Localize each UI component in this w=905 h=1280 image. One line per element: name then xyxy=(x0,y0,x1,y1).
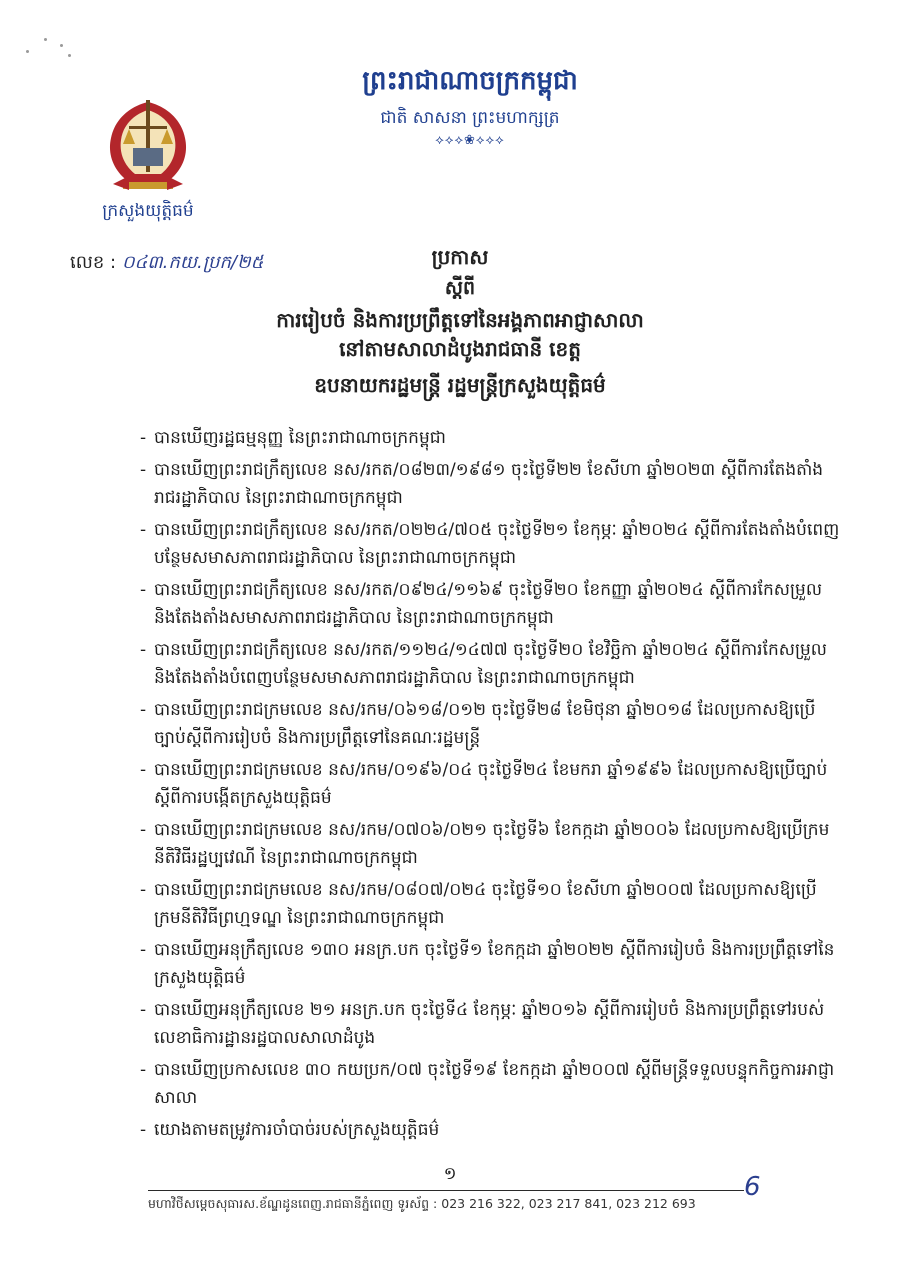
ministry-name: ក្រសួងយុត្តិធម៌ xyxy=(102,201,194,221)
list-item: - បានឃើញប្រកាសលេខ ៣០ កយប្រក/០៧ ចុះថ្ងៃទី១៩ ខែកក្កដា ឆ្នាំ២០០៧ ស្តីពីមន្ត្រីទទួលបន្ទុកកិច្ចការអាជ្ញាសាលា xyxy=(140,1056,840,1112)
footer-divider xyxy=(148,1190,744,1191)
list-item: - បានឃើញព្រះរាជក្រមលេខ នស/រកម/០៧០៦/០២១ ចុះថ្ងៃទី៦ ខែកក្កដា ឆ្នាំ២០០៦ ដែលប្រកាសឱ្យប្រើក្រមនីតិវិធីរដ្ឋប្បវេណី នៃព្រះរាជាណាចក្រកម្ពុជា xyxy=(140,816,840,872)
document-number-value: ០៤៣.កយ.ប្រក/២៥ xyxy=(121,252,264,273)
title-subject-line-2: នៅតាមសាលាដំបូងរាជធានី ខេត្ត xyxy=(339,337,581,361)
list-item: - បានឃើញព្រះរាជក្រឹត្យលេខ នស/រកត/០២២៤/៧០៥ ចុះថ្ងៃទី២១ ខែកុម្ភៈ ឆ្នាំ២០២៤ ស្តីពីការតែងតាំងបំពេញបន្ថែមសមាសភាពរាជរដ្ឋាភិបាល នៃព្រះរាជាណាចក្រកម្ពុជា xyxy=(140,516,840,572)
list-item: - បានឃើញអនុក្រឹត្យលេខ ២១ អនក្រ.បក ចុះថ្ងៃទី៤ ខែកុម្ភៈ ឆ្នាំ២០១៦ ស្តីពីការរៀបចំ និងការប្រព្រឹត្តទៅរបស់លេខាធិការដ្ឋានរដ្ឋបាលសាលាដំបូង xyxy=(140,996,840,1052)
handwritten-page-mark: 6 xyxy=(744,1172,761,1202)
document-type: ប្រកាស xyxy=(431,245,489,269)
list-item: - បានឃើញព្រះរាជក្រមលេខ នស/រកម/០៦១៨/០១២ ចុះថ្ងៃទី២៨ ខែមិថុនា ឆ្នាំ២០១៨ ដែលប្រកាសឱ្យប្រើច្បាប់ស្តីពីការរៀបចំ និងការប្រព្រឹត្តទៅនៃគណៈរដ្ឋមន្ត្រី xyxy=(140,696,840,752)
title-subject-line-1: ការរៀបចំ និងការប្រព្រឹត្តទៅនៃអង្គភាពអាជ្ញាសាលា xyxy=(276,308,644,332)
issuer-title: ឧបនាយករដ្ឋមន្ត្រី រដ្ឋមន្ត្រីក្រសួងយុត្តិធម៌ xyxy=(314,373,606,397)
list-item: - បានឃើញរដ្ឋធម្មនុញ្ញ នៃព្រះរាជាណាចក្រកម្ពុជា xyxy=(140,424,840,452)
scan-speckles xyxy=(22,36,82,76)
list-item: - បានឃើញព្រះរាជក្រឹត្យលេខ នស/រកត/១១២៤/១៤៧៧ ចុះថ្ងៃទី២០ ខែវិច្ឆិកា ឆ្នាំ២០២៤ ស្តីពីការកែសម្រួល និងតែងតាំងបំពេញបន្ថែមសមាសភាពរាជរដ្ឋាភិបាល នៃព្រះរាជាណាចក្រកម្ពុជា xyxy=(140,636,840,692)
list-item: - បានឃើញព្រះរាជក្រឹត្យលេខ នស/រកត/០៨២៣/១៩៨១ ចុះថ្ងៃទី២២ ខែសីហា ឆ្នាំ២០២៣ ស្តីពីការតែងតាំងរាជរដ្ឋាភិបាល នៃព្រះរាជាណាចក្រកម្ពុជា xyxy=(140,456,840,512)
list-item: - បានឃើញអនុក្រឹត្យលេខ ១៣០ អនក្រ.បក ចុះថ្ងៃទី១ ខែកក្កដា ឆ្នាំ២០២២ ស្តីពីការរៀបចំ និងការប្រព្រឹត្តទៅនៃក្រសួងយុត្តិធម៌ xyxy=(140,936,840,992)
list-item: - បានឃើញព្រះរាជក្រមលេខ នស/រកម/០៨០៧/០២៤ ចុះថ្ងៃទី១០ ខែសីហា ឆ្នាំ២០០៧ ដែលប្រកាសឱ្យប្រើក្រមនីតិវិធីព្រហ្មទណ្ឌ នៃព្រះរាជាណាចក្រកម្ពុជា xyxy=(140,876,840,932)
footer-address: មហាវិថីសម្តេចសុធារស.ខ័ណ្ឌដូនពេញ.រាជធានីភ្នំពេញ ទូរស័ព្ទ : 023 216 322, 023 217 841, 023 212 693 xyxy=(148,1196,696,1211)
national-motto: ជាតិ សាសនា ព្រះមហាក្សត្រ xyxy=(380,108,560,128)
list-item: - បានឃើញព្រះរាជក្រមលេខ នស/រកម/០១៩៦/០៤ ចុះថ្ងៃទី២៤ ខែមករា ឆ្នាំ១៩៩៦ ដែលប្រកាសឱ្យប្រើច្បាប់ស្តីពីការបង្កើតក្រសួងយុត្តិធម៌ xyxy=(140,756,840,812)
ministry-emblem-icon xyxy=(103,96,193,194)
list-item: - បានឃើញព្រះរាជក្រឹត្យលេខ នស/រកត/០៩២៤/១១៦៩ ចុះថ្ងៃទី២០ ខែកញ្ញា ឆ្នាំ២០២៤ ស្តីពីការកែសម្រួល និងតែងតាំងសមាសភាពរាជរដ្ឋាភិបាល នៃព្រះរាជាណាចក្រកម្ពុជា xyxy=(140,576,840,632)
legal-basis-list xyxy=(140,424,840,1148)
document-number-label: លេខ : xyxy=(70,252,117,273)
page-number: ១ xyxy=(443,1164,457,1184)
list-item: - យោងតាមតម្រូវការចាំបាច់របស់ក្រសួងយុត្តិធម៌ xyxy=(140,1116,840,1144)
title-about: ស្តីពី xyxy=(444,277,476,299)
ornament-divider: ⟡⟡⟡❀⟡⟡⟡ xyxy=(435,133,505,148)
kingdom-heading: ព្រះរាជាណាចក្រកម្ពុជា xyxy=(362,66,578,96)
